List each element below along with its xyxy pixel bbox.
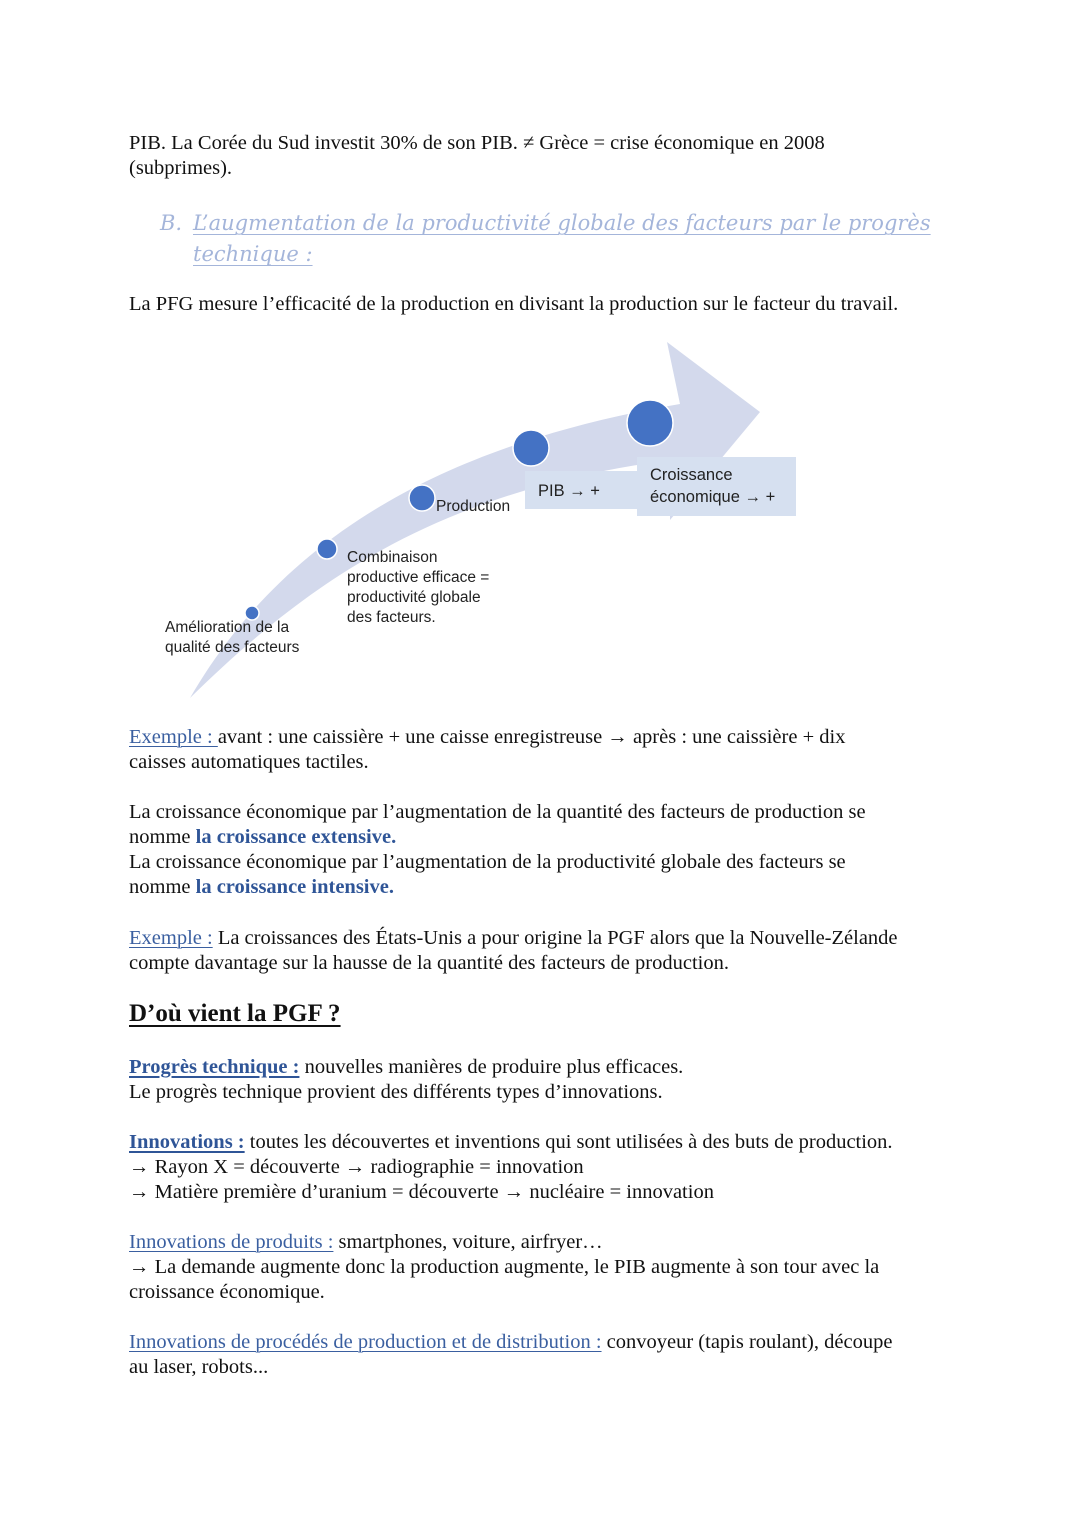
label-innov-procedes: Innovations de procédés de production et de distribution : bbox=[129, 1331, 602, 1353]
progres-technique: Progrès technique : nouvelles manières de produire plus efficaces. Le progrès technique provient des différents types d’innovations. bbox=[129, 1056, 684, 1103]
innovations-definition: Innovations : toutes les découvertes et inventions qui sont utilisées à des buts de production. → Rayon X = découverte → radiographie = innovation → Matière première d’uranium = découverte → nucléaire = innovation bbox=[129, 1131, 893, 1203]
intro-line-2: (subprimes). bbox=[129, 157, 233, 179]
pgf-heading: D’où vient la PGF ? bbox=[129, 1000, 341, 1027]
step-box-croissance: Croissance économique → + bbox=[637, 457, 796, 516]
pfg-definition: La PFG mesure l’efficacité de la production en divisant la production sur le facteur du travail. bbox=[129, 293, 899, 315]
step-dot-5 bbox=[627, 400, 673, 446]
growth-arrow-diagram bbox=[150, 330, 810, 710]
section-title: L’augmentation de la productivité globale des facteurs par le progrès technique : bbox=[193, 211, 931, 266]
step-dot-3 bbox=[409, 485, 435, 511]
label-innov-produits: Innovations de produits : bbox=[129, 1231, 334, 1253]
example-label: Exemple : bbox=[129, 927, 213, 949]
step-label-quality: Amélioration de la qualité des facteurs bbox=[165, 619, 300, 656]
step-dot-4 bbox=[513, 430, 549, 466]
term-intensive: la croissance intensive. bbox=[195, 876, 394, 898]
term-extensive: la croissance extensive. bbox=[195, 826, 397, 848]
example-1: Exemple : avant : une caissière + une caisse enregistreuse → après : une caissière + dix caisses automatiques tactiles. bbox=[129, 726, 846, 773]
step-label-production: Production bbox=[436, 498, 511, 515]
intro-paragraph bbox=[129, 131, 959, 181]
section-letter: B. bbox=[160, 211, 183, 235]
example-label: Exemple : bbox=[129, 726, 218, 748]
innovations-produits: Innovations de produits : smartphones, voiture, airfryer… → La demande augmente donc la production augmente, le PIB augmente à son tour avec la croissance économique. bbox=[129, 1231, 880, 1303]
step-label-combination: Combinaison productive efficace = productivité globale des facteurs. bbox=[347, 549, 490, 626]
term-progres: Progrès technique : bbox=[129, 1056, 300, 1078]
innovations-procedes: Innovations de procédés de production et de distribution : convoyeur (tapis roulant), découpe au laser, robots... bbox=[129, 1331, 893, 1378]
intro-line-1: PIB. La Corée du Sud investit 30% de son PIB. ≠ Grèce = crise économique en 2008 bbox=[129, 132, 825, 154]
step-box-pib: PIB → + bbox=[525, 471, 640, 509]
step-dot-2 bbox=[317, 539, 337, 559]
term-innovations: Innovations : bbox=[129, 1131, 245, 1153]
extensive-growth: La croissance économique par l’augmentation de la quantité des facteurs de production se nomme la croissance extensive. La croissance économique par l’augmentation de la productivité globale des facteurs se nomme la croissance intensive. bbox=[129, 801, 866, 898]
example-2: Exemple : La croissances des États-Unis a pour origine la PGF alors que la Nouvelle-Zélande compte davantage sur la hausse de la quantité des facteurs de production. bbox=[129, 927, 898, 974]
